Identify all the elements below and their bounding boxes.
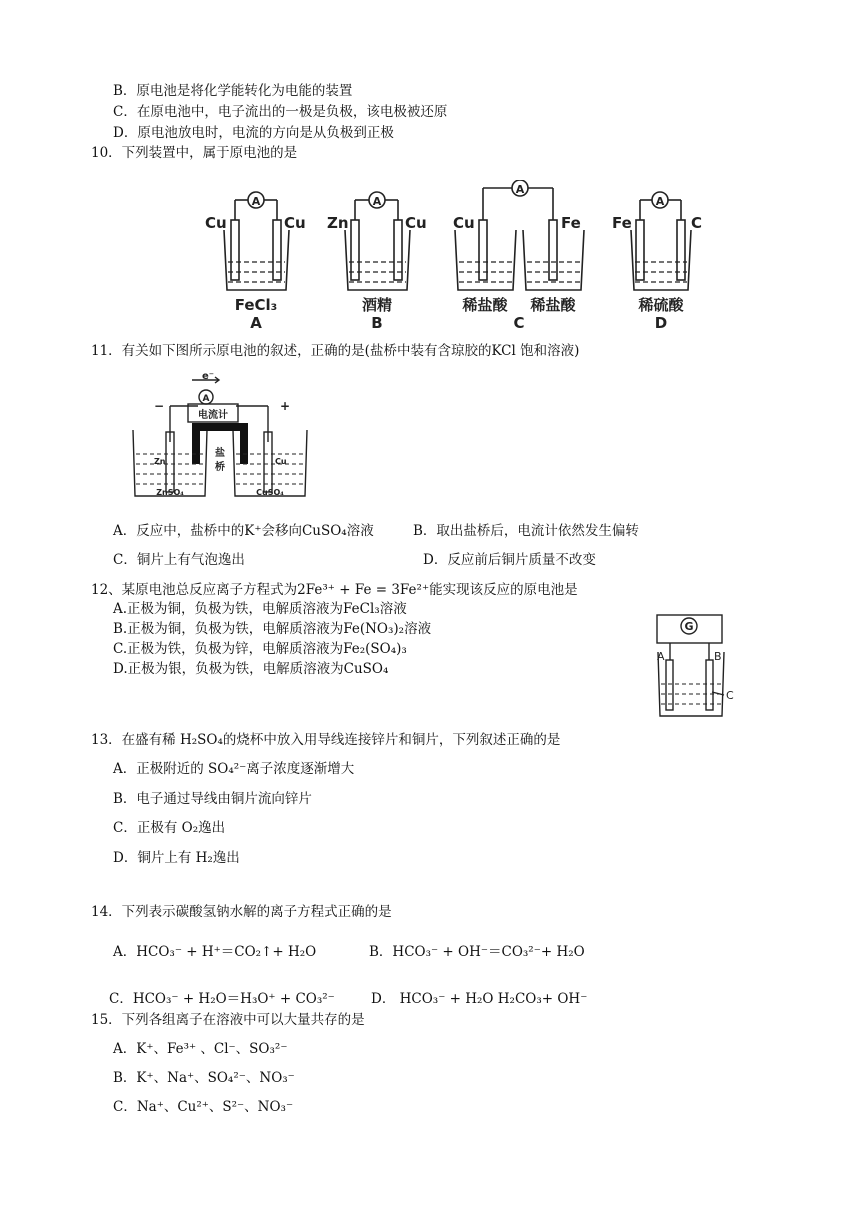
electrode-b-label: B: [714, 650, 722, 663]
q11-option-d: D．反应前后铜片质量不改变: [423, 552, 596, 568]
fig-d-solution: 稀硫酸: [638, 296, 684, 314]
q12-option-b: B.正极为铜，负极为铁，电解质溶液为Fe(NO₃)₂溶液: [113, 621, 432, 637]
meter-label-b: A: [372, 195, 382, 208]
fig-b-left-electrode: Zn: [327, 214, 349, 232]
q13-stem: 13．在盛有稀 H₂SO₄的烧杯中放入用导线连接锌片和铜片，下列叙述正确的是: [91, 732, 561, 748]
q14-option-d: D． HCO₃⁻ + H₂O H₂CO₃+ OH⁻: [371, 991, 588, 1007]
q11-option-b: B．取出盐桥后，电流计依然发生偏转: [413, 523, 639, 539]
electrode-a-label: A: [657, 650, 665, 663]
ammeter-symbol: A: [202, 394, 210, 404]
q10-figure: [200, 180, 720, 340]
q13-option-d: D．铜片上有 H₂逸出: [113, 850, 240, 866]
q9-option-d: D．原电池放电时，电流的方向是从负极到正极: [113, 125, 394, 141]
q11-figure: [130, 372, 310, 502]
fig-b-right-electrode: Cu: [405, 214, 427, 232]
q14-option-a: A．HCO₃⁻ + H⁺＝CO₂↑+ H₂O: [113, 944, 317, 960]
q10-stem: 10．下列装置中，属于原电池的是: [91, 145, 298, 161]
q12-option-c: C.正极为铁，负极为锌，电解质溶液为Fe₂(SO₄)₃: [113, 641, 407, 657]
salt-bridge-label-2: 桥: [215, 462, 225, 473]
meter-label-d: A: [655, 195, 665, 208]
q13-option-b: B．电子通过导线由铜片流向锌片: [113, 791, 312, 807]
q11-stem: 11．有关如下图所示原电池的叙述，正确的是(盐桥中装有含琼胶的KCl 饱和溶液): [91, 343, 580, 359]
q12-option-d: D.正极为银，负极为铁，电解质溶液为CuSO₄: [113, 661, 389, 677]
cuso4-label: CuSO₄: [256, 488, 284, 497]
fig-a-left-electrode: Cu: [205, 214, 227, 232]
q11-option-a: A．反应中，盐桥中的K⁺会移向CuSO₄溶液: [113, 523, 374, 539]
q12-option-a: A.正极为铜，负极为铁，电解质溶液为FeCl₃溶液: [113, 601, 407, 617]
solution-c-label: C: [726, 689, 734, 702]
fig-c-left-electrode: Cu: [453, 214, 475, 232]
galvanometer-label: G: [684, 620, 694, 633]
q12-stem: 12、某原电池总反应离子方程式为2Fe³⁺ + Fe = 3Fe²⁺能实现该反应的原电池是: [91, 582, 578, 598]
salt-bridge-label-1: 盐: [215, 448, 225, 459]
q13-option-a: A．正极附近的 SO₄²⁻离子浓度逐渐增大: [113, 761, 355, 777]
ammeter-label: 电流计: [198, 410, 228, 421]
fig-d-left-electrode: Fe: [612, 214, 632, 232]
fig-a-solution: FeCl₃: [234, 296, 278, 314]
meter-label-c: A: [515, 183, 525, 196]
q15-stem: 15．下列各组离子在溶液中可以大量共存的是: [91, 1012, 365, 1028]
fig-c-solution-1: 稀盐酸: [462, 296, 508, 314]
q15-option-c: C．Na⁺、Cu²⁺、S²⁻、NO₃⁻: [113, 1099, 294, 1115]
fig-c-right-electrode: Fe: [561, 214, 581, 232]
q9-option-c: C．在原电池中，电子流出的一极是负极，该电极被还原: [113, 104, 448, 120]
electron-label: e⁻: [202, 372, 215, 382]
fig-d-letter: D: [654, 314, 668, 332]
q15-option-a: A．K⁺、Fe³⁺ 、Cl⁻、SO₃²⁻: [113, 1041, 288, 1057]
fig-c-letter: C: [513, 314, 525, 332]
q15-option-b: B．K⁺、Na⁺、SO₄²⁻、NO₃⁻: [113, 1070, 295, 1086]
copper-electrode-label: Cu: [275, 457, 287, 466]
fig-b-solution: 酒精: [361, 296, 393, 314]
znso4-label: ZnSO₄: [156, 488, 184, 497]
fig-a-right-electrode: Cu: [284, 214, 306, 232]
fig-b-letter: B: [371, 314, 383, 332]
fig-d-right-electrode: C: [691, 214, 703, 232]
plus-terminal: +: [280, 399, 291, 413]
q9-option-b: B．原电池是将化学能转化为电能的装置: [113, 83, 353, 99]
zinc-electrode-label: Zn: [154, 457, 166, 466]
q14-stem: 14．下列表示碳酸氢钠水解的离子方程式正确的是: [91, 904, 392, 920]
q13-option-c: C．正极有 O₂逸出: [113, 820, 226, 836]
meter-label-a: A: [251, 195, 261, 208]
q14-option-c: C．HCO₃⁻ + H₂O＝H₃O⁺ + CO₃²⁻: [109, 991, 335, 1007]
minus-terminal: −: [154, 399, 165, 413]
fig-c-solution-2: 稀盐酸: [530, 296, 576, 314]
fig-a-letter: A: [250, 314, 262, 332]
q11-option-c: C．铜片上有气泡逸出: [113, 552, 245, 568]
q14-option-b: B．HCO₃⁻ + OH⁻＝CO₃²⁻+ H₂O: [369, 944, 585, 960]
q12-figure: [652, 612, 752, 722]
